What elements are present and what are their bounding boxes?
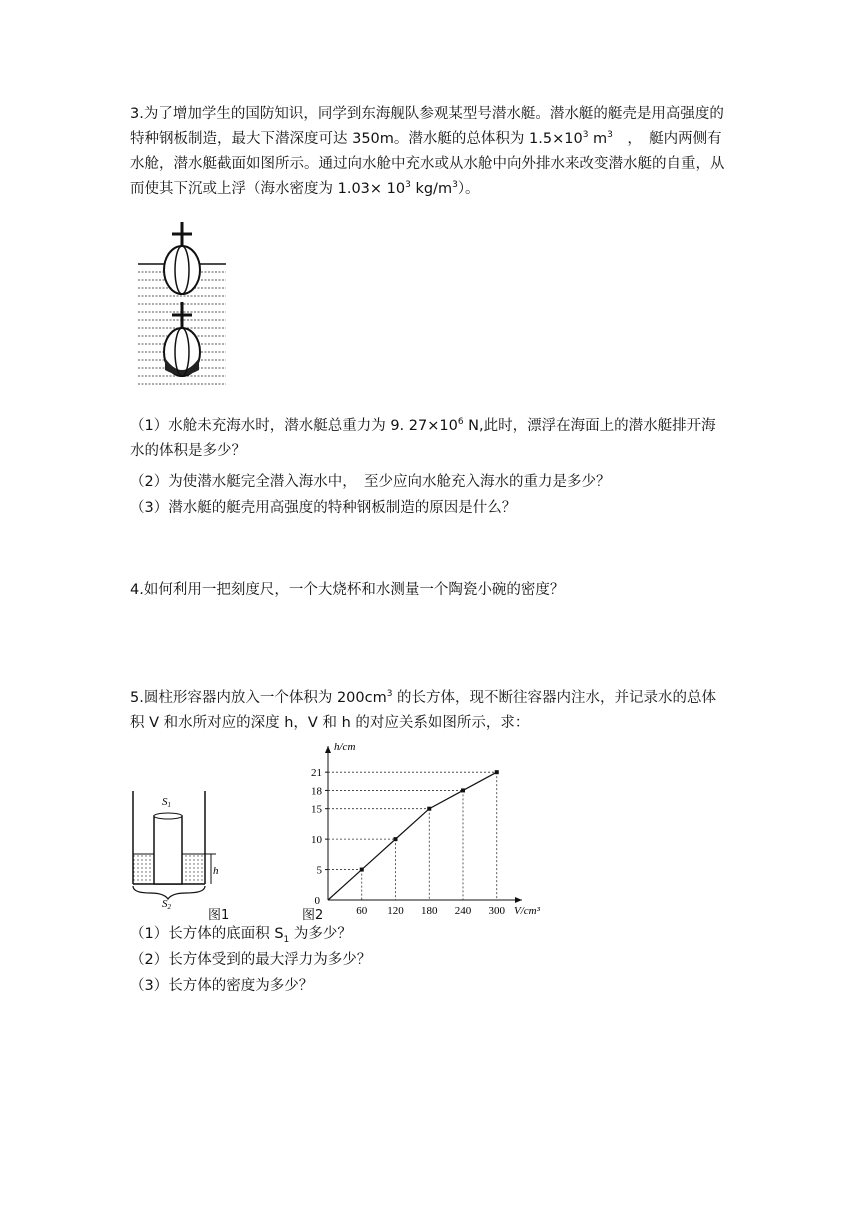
q3-sub2: （2）为使潜水艇完全潜入海水中， 至少应向水舱充入海水的重力是多少？ [130, 474, 611, 490]
x-tick-label: 60 [356, 905, 368, 917]
container-figure [128, 786, 228, 911]
y-tick-label: 18 [311, 785, 322, 798]
q3-sub3: （3）潜水艇的艇壳用高强度的特种钢板制造的原因是什么？ [130, 500, 517, 516]
data-point [495, 770, 499, 774]
data-point [360, 868, 364, 872]
x-tick-label: 300 [488, 905, 505, 917]
y-tick-label: 21 [311, 767, 322, 780]
q5-sub2: （2）长方体受到的最大浮力为多少？ [130, 952, 372, 968]
h-label: h [213, 865, 219, 877]
y-tick-label: 5 [316, 864, 322, 877]
q5-sub1: （1）长方体的底面积 $S_1$ 为多少？ [130, 926, 352, 945]
fig1-caption: 图1 [208, 908, 230, 923]
x-axis-label: V/cm³ [514, 905, 540, 917]
x-tick-label: 240 [454, 905, 472, 917]
submarine-figure [132, 220, 228, 390]
y-tick-label: 10 [311, 834, 322, 847]
q4-text: 4.如何利用一把刻度尺，一个大烧杯和水测量一个陶瓷小碗的密度？ [130, 582, 565, 598]
q5-intro: 5.圆柱形容器内放入一个体积为 $200cm^3$ 的长方体，现不断往容器内注水，并记录水的总体积 V 和水所对应的深度 h，V 和 h 的对应关系如图所示，求： [130, 689, 717, 731]
y-axis-label: h/cm [334, 741, 356, 753]
s2-label: S2 [162, 898, 171, 911]
q3-intro: 3.为了增加学生的国防知识，同学到东海舰队参观某型号潜水艇。潜水艇的艇壳是用高强度的特种钢板制造，最大下潜深度可达 350m。潜水艇的总体积为 $1.5\times 10^3$ $m^3$ ， 艇内两侧有水舱，潜水艇截面如图所示。通过向水舱中充水或从水舱中向外排水来改变潜水艇的自重，从而使其下沉或上浮（海水密度为 $1.03\times 10^3$ $kg/m^3$）。 [130, 106, 725, 197]
fig2-caption: 图2 [302, 908, 324, 923]
x-tick-label: 180 [421, 905, 438, 917]
origin-label: 0 [314, 895, 320, 907]
x-tick-label: 120 [387, 905, 404, 917]
data-point [461, 788, 465, 792]
y-tick-label: 15 [311, 803, 322, 816]
y-axis-arrow [325, 746, 331, 753]
s1-label: S1 [162, 796, 171, 809]
x-axis-arrow [515, 897, 522, 903]
q3-sub1: （1）水舱未充海水时，潜水艇总重力为 9. $27\times 10^6$ N,此时，漂浮在海面上的潜水艇排开海水的体积是多少？ [130, 417, 716, 459]
data-point [394, 837, 398, 841]
data-point [427, 807, 431, 811]
h-v-chart [290, 736, 540, 917]
series-line [328, 772, 497, 900]
q5-sub3: （3）长方体的密度为多少？ [130, 978, 314, 994]
